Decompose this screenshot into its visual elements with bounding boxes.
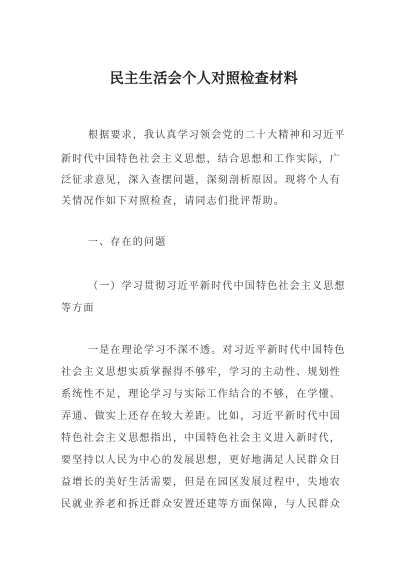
body-line: 益增长的美好生活需要，但是在园区发展过程中，失地农	[61, 477, 341, 488]
subheading-line: （一）学习贯彻习近平新时代中国特色社会主义思想	[88, 281, 346, 292]
subheading-line: 等方面	[61, 303, 95, 314]
body-line: 民就业养老和拆迁群众安置还建等方面保障，与人民群众	[61, 499, 341, 510]
body-line: 特色社会主义思想指出，中国特色社会主义进入新时代，	[61, 433, 341, 444]
body-line: 一是在理论学习不深不透。对习近平新时代中国特色	[88, 345, 346, 356]
body-line: 系统性不足，理论学习与实际工作结合的不够，在学懂、	[61, 389, 341, 400]
intro-line: 根据要求，我认真学习领会党的二十大精神和习近平	[88, 130, 346, 141]
document-title: 民主生活会个人对照检查材料	[109, 71, 299, 87]
body-line: 弄通、做实上还存在较大差距。比如，习近平新时代中国	[61, 411, 341, 422]
body-line: 要坚持以人民为中心的发展思想，更好地满足人民群众日	[61, 455, 341, 466]
body-line: 社会主义思想实质掌握得不够牢，学习的主动性、规划性	[61, 367, 341, 378]
intro-line: 新时代中国特色社会主义思想，结合思想和工作实际，广	[61, 154, 341, 165]
intro-line: 关情况作如下对照检查，请同志们批评帮助。	[61, 196, 285, 207]
intro-line: 泛征求意见，深入查摆问题，深刻剖析原因。现将个人有	[61, 175, 341, 186]
section-heading: 一、存在的问题	[88, 237, 167, 248]
